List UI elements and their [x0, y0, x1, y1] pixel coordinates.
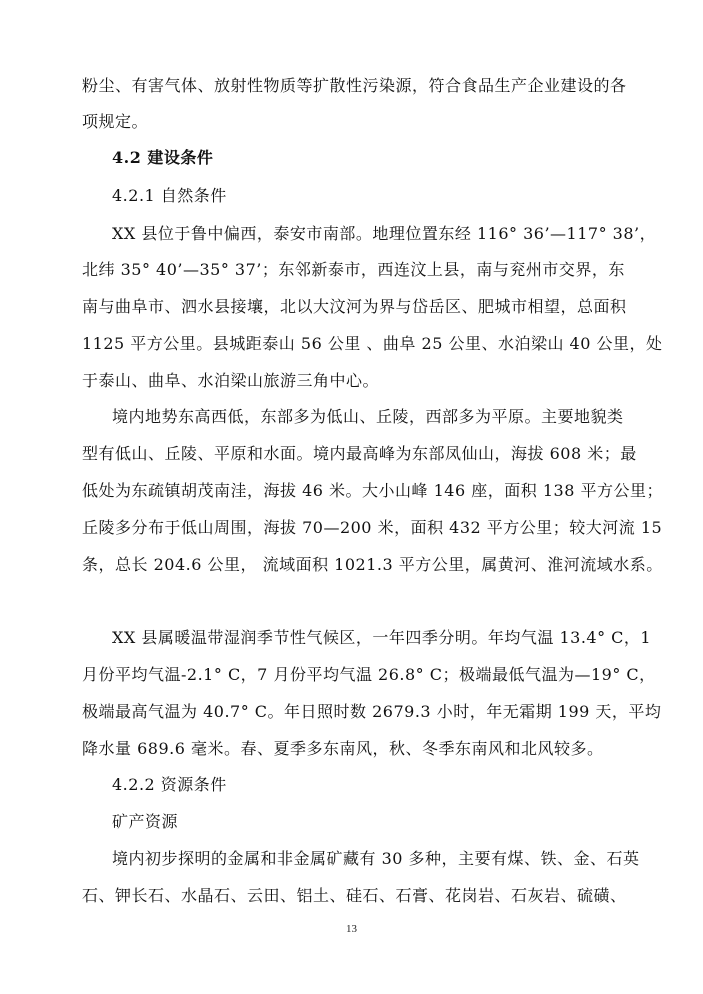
terrain-line-2: 型有低山、丘陵、平原和水面。境内最高峰为东部凤仙山，海拔 608 米；最 [82, 444, 637, 463]
climate-line-1: XX 县属暖温带湿润季节性气候区，一年四季分明。年均气温 13.4° C，1 [112, 628, 652, 647]
minerals-line-2: 石、钾长石、水晶石、云田、铝土、硅石、石膏、花岗岩、石灰岩、硫磺、 [82, 886, 627, 905]
section-heading: 4.2 建设条件 [112, 148, 214, 167]
intro-line-1: 粉尘、有害气体、放射性物质等扩散性污染源，符合食品生产企业建设的各 [82, 76, 627, 95]
page-number: 13 [346, 923, 357, 935]
terrain-line-1: 境内地势东高西低，东部多为低山、丘陵，西部多为平原。主要地貌类 [112, 407, 624, 426]
geography-line-5: 于泰山、曲阜、水泊梁山旅游三角中心。 [82, 371, 380, 390]
intro-line-2: 项规定。 [82, 112, 149, 131]
terrain-line-4: 丘陵多分布于低山周围，海拔 70—200 米，面积 432 平方公里；较大河流 15 [82, 518, 663, 537]
climate-line-4: 降水量 689.6 毫米。春、夏季多东南风，秋、冬季东南风和北风较多。 [82, 739, 604, 758]
geography-line-1: XX 县位于鲁中偏西，泰安市南部。地理位置东经 116° 36’—117° 38’， [112, 224, 657, 243]
subsection-heading-resources: 4.2.2 资源条件 [112, 775, 227, 794]
geography-line-3: 南与曲阜市、泗水县接壤，北以大汶河为界与岱岳区、肥城市相望，总面积 [82, 297, 627, 316]
mineral-heading: 矿产资源 [112, 812, 179, 831]
terrain-line-5: 条，总长 204.6 公里， 流域面积 1021.3 平方公里，属黄河、淮河流域水系。 [82, 555, 663, 574]
geography-line-2: 北纬 35° 40’—35° 37’；东邻新泰市，西连汶上县，南与兖州市交界，东 [82, 260, 625, 279]
geography-line-4: 1125 平方公里。县城距泰山 56 公里 、曲阜 25 公里、水泊梁山 40 公里，处 [82, 334, 663, 353]
climate-line-2: 月份平均气温-2.1° C，7 月份平均气温 26.8° C；极端最低气温为—19° C， [82, 665, 656, 684]
terrain-line-3: 低处为东疏镇胡茂南洼，海拔 46 米。大小山峰 146 座，面积 138 平方公里； [82, 481, 663, 500]
minerals-line-1: 境内初步探明的金属和非金属矿藏有 30 多种，主要有煤、铁、金、石英 [112, 849, 640, 868]
climate-line-3: 极端最高气温为 40.7° C。年日照时数 2679.3 小时，年无霜期 199 天，平均 [82, 702, 662, 721]
subsection-heading-natural: 4.2.1 自然条件 [112, 186, 227, 205]
